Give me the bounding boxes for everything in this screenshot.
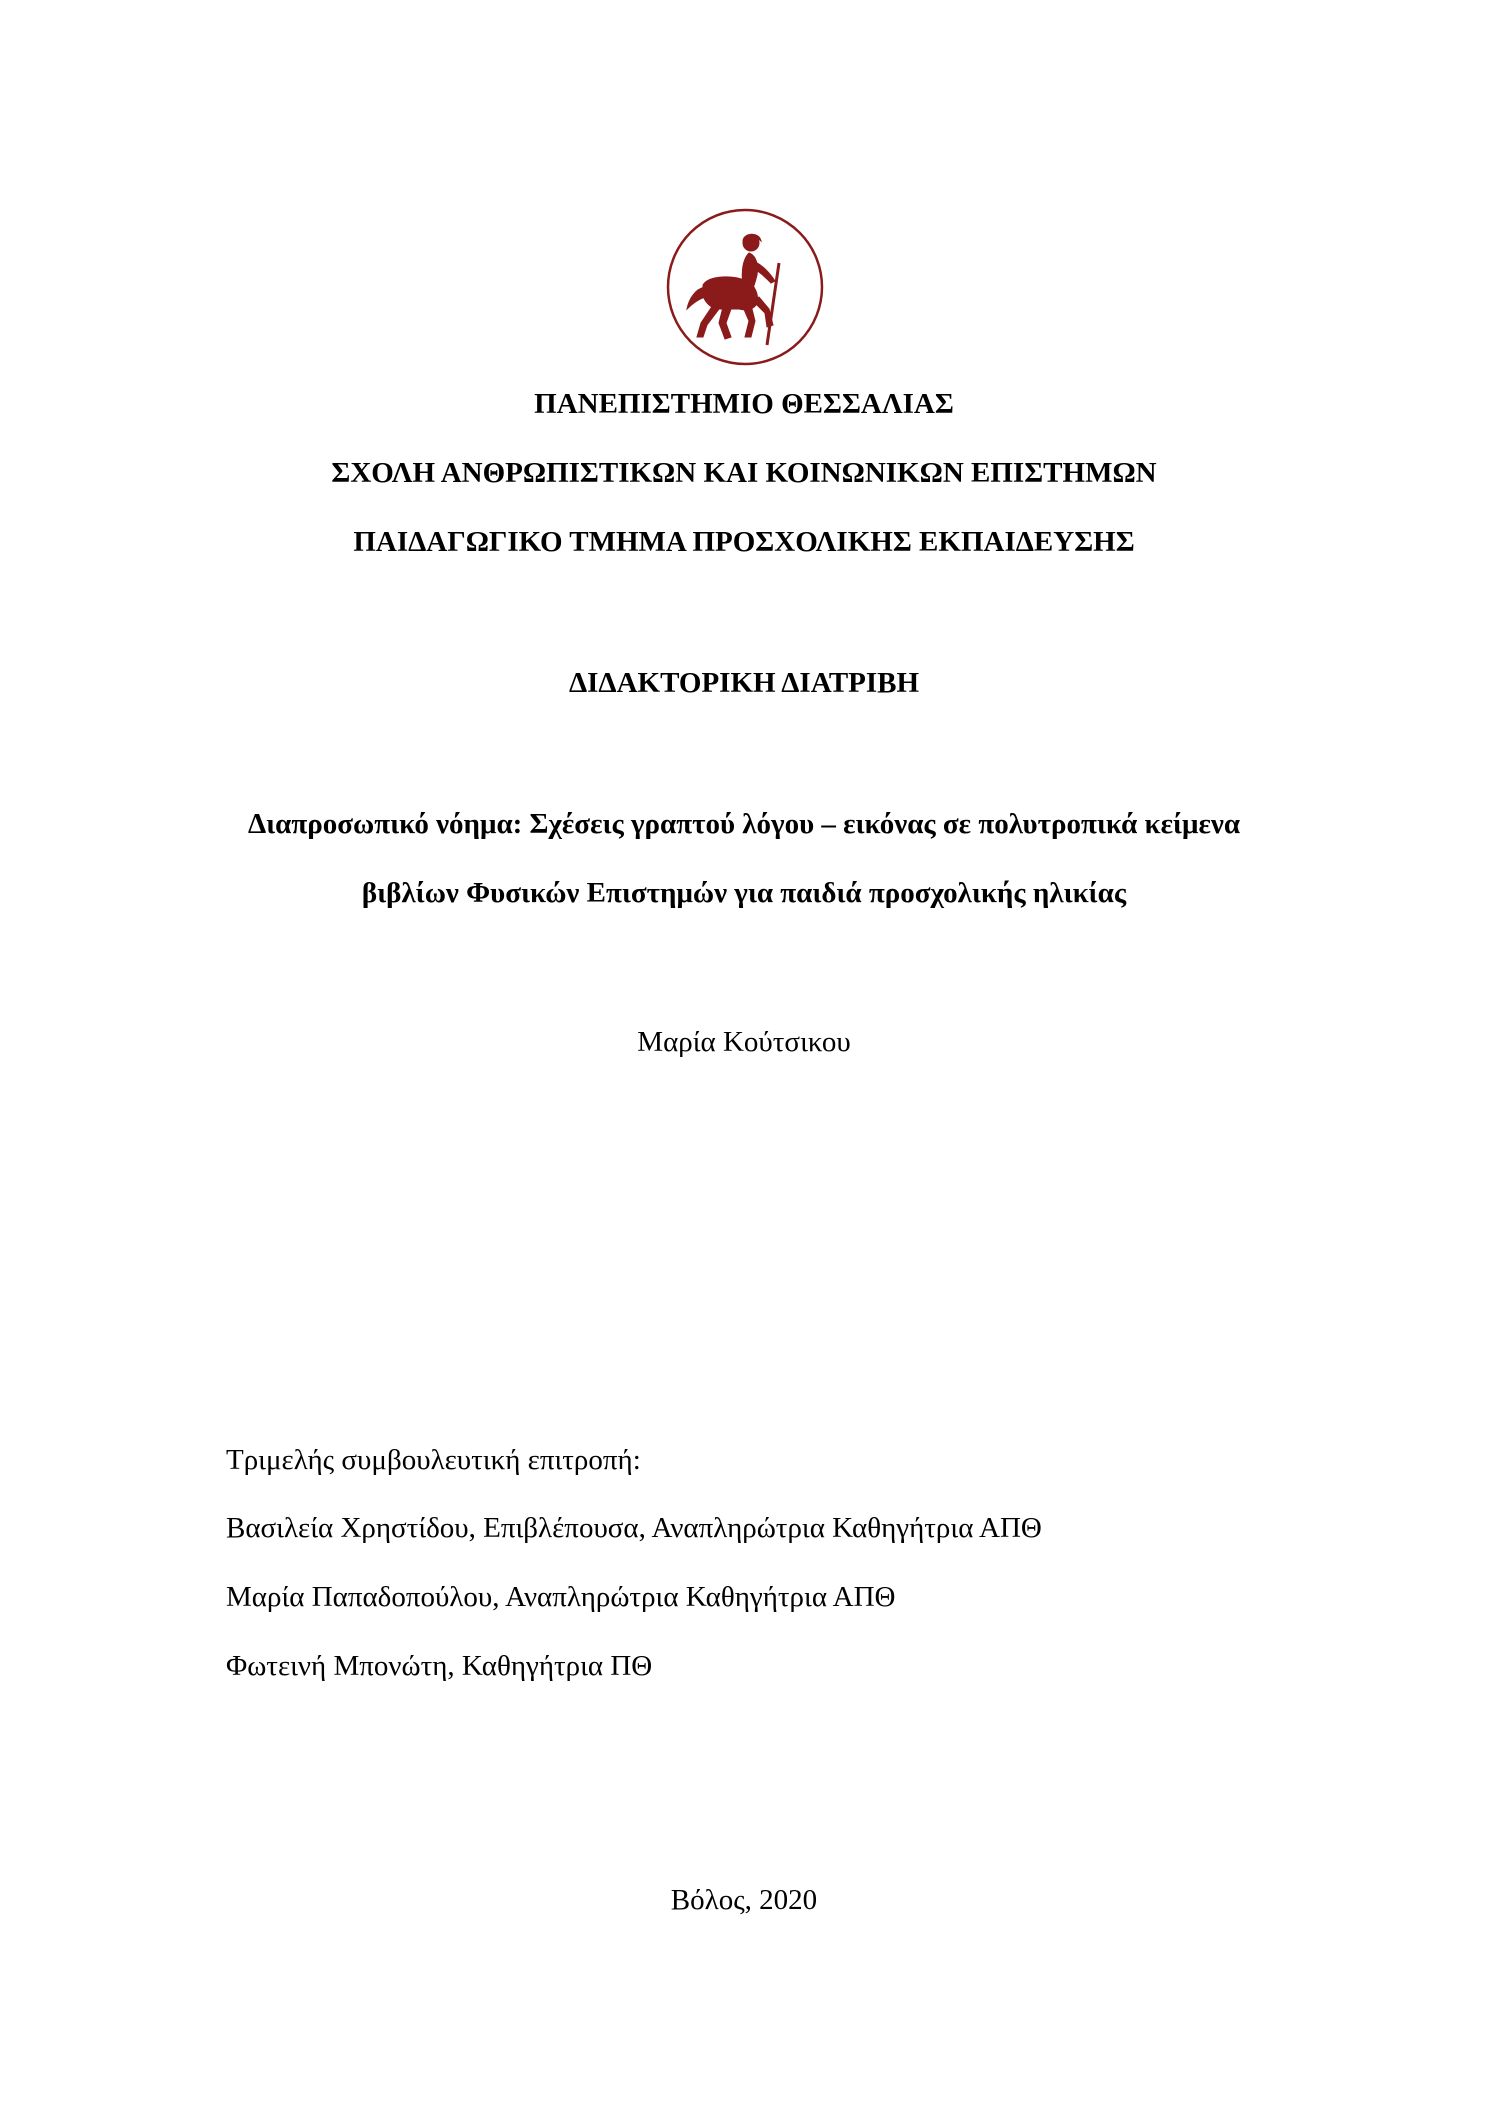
thesis-title-line-2: βιβλίων Φυσικών Επιστημών για παιδιά προσχολικής ηλικίας [361, 877, 1127, 909]
document-type: ΔΙΔΑΚΤΟΡΙΚΗ ΔΙΑΤΡΙΒΗ [568, 667, 920, 699]
school-name: ΣΧΟΛΗ ΑΝΘΡΩΠΙΣΤΙΚΩΝ ΚΑΙ ΚΟΙΝΩΝΙΚΩΝ ΕΠΙΣΤΗΜΩΝ [331, 457, 1157, 489]
author-name: Μαρία Κούτσικου [637, 1026, 851, 1058]
university-seal-icon [663, 205, 827, 369]
place-and-date: Βόλος, 2020 [670, 1884, 818, 1916]
thesis-title-line-1: Διαπροσωπικό νόημα: Σχέσεις γραπτού λόγου – εικόνας σε πολυτροπικά κείμενα [247, 808, 1241, 840]
committee-member: Βασιλεία Χρηστίδου, Επιβλέπουσα, Αναπληρώτρια Καθηγήτρια ΑΠΘ [226, 1512, 1042, 1544]
university-name: ΠΑΝΕΠΙΣΤΗΜΙΟ ΘΕΣΣΑΛΙΑΣ [534, 388, 954, 420]
department-name: ΠΑΙΔΑΓΩΓΙΚΟ ΤΜΗΜΑ ΠΡΟΣΧΟΛΙΚΗΣ ΕΚΠΑΙΔΕΥΣΗΣ [353, 526, 1135, 558]
committee-member: Φωτεινή Μπονώτη, Καθηγήτρια ΠΘ [226, 1650, 653, 1682]
committee-heading: Τριμελής συμβουλευτική επιτροπή: [226, 1444, 641, 1476]
committee-member: Μαρία Παπαδοπούλου, Αναπληρώτρια Καθηγήτρια ΑΠΘ [226, 1581, 896, 1613]
